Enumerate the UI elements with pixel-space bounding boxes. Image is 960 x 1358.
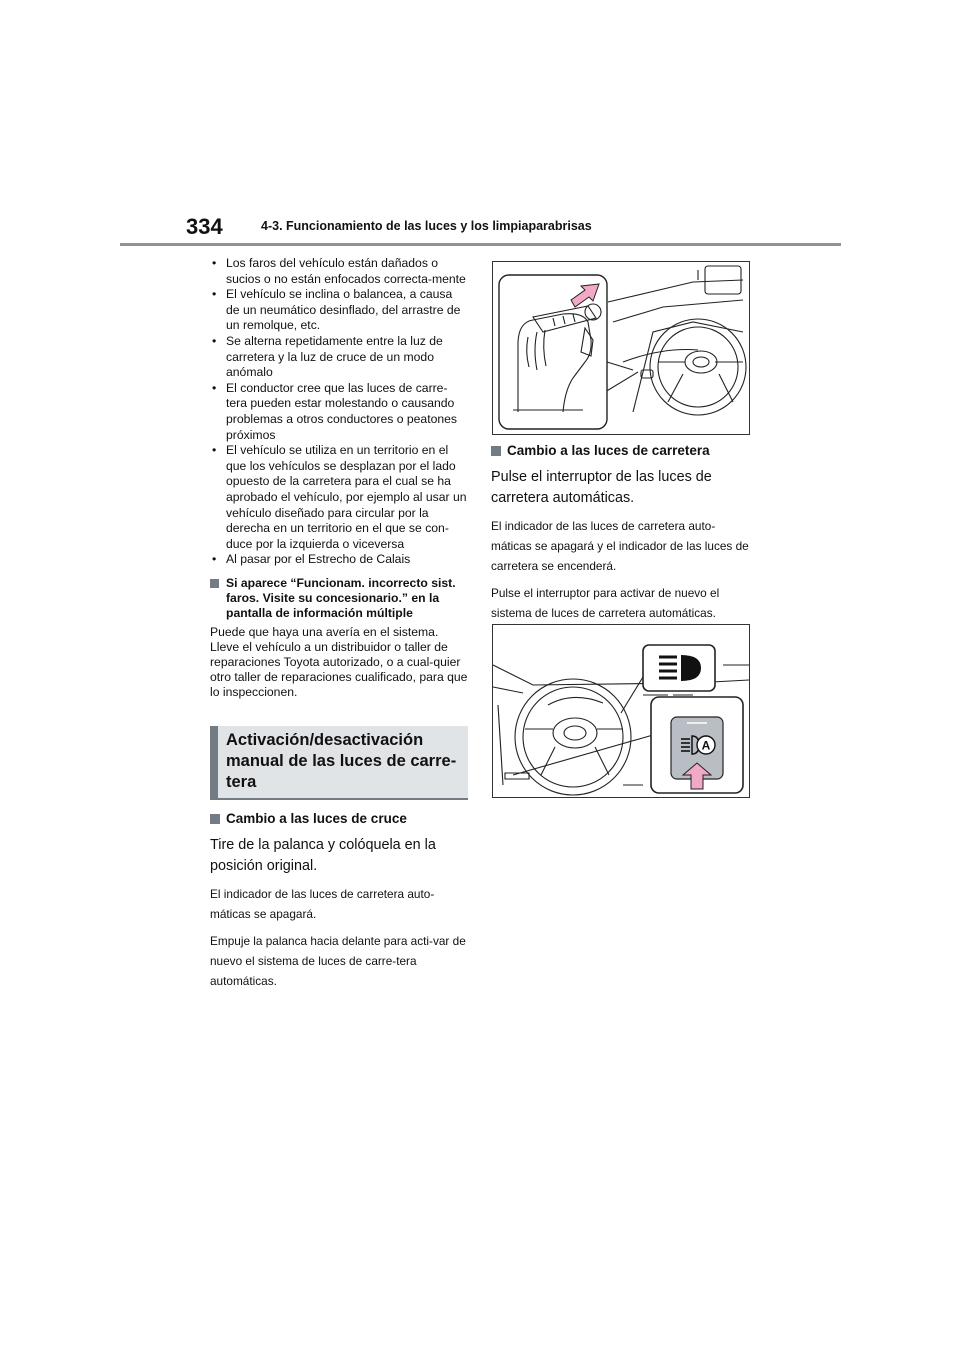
high-beam-heading (491, 442, 749, 460)
list-item: • El vehículo se utiliza en un territorio en el que los vehículos se desplazan por el lado opuesto de la carretera para el cual se ha aprobado el vehículo, por ejemplo al usar un vehículo diseñado para circular por la derecha en un territorio en el que se con-duce por la izquierda o viceversa (210, 443, 468, 552)
list-item: • Los faros del vehículo están dañados o sucios o no están enfocados correcta-mente (210, 256, 468, 287)
high-beam-heading-text: Cambio a las luces de carretera (507, 443, 710, 458)
section-heading-box (210, 726, 468, 800)
low-beam-note: Empuje la palanca hacia delante para acti-var de nuevo el sistema de luces de carre-tera automáticas. (210, 933, 466, 988)
condition-list (210, 256, 468, 568)
malfunction-heading (210, 576, 468, 621)
low-beam-instruction: Tire de la palanca y colóquela en la posición original. (210, 836, 436, 874)
square-bullet-icon (210, 579, 219, 588)
left-column (210, 256, 468, 991)
page-number: 334 (186, 214, 223, 239)
square-bullet-icon (210, 814, 220, 824)
high-beam-note: Pulse el interruptor para activar de nuevo el sistema de luces de carretera automáticas. (491, 586, 720, 620)
high-beam-note: El indicador de las luces de carretera auto-máticas se apagará y el indicador de las luces de carretera se encenderá. (491, 519, 749, 573)
low-beam-note: El indicador de las luces de carretera auto-máticas se apagará. (210, 886, 435, 921)
square-bullet-icon (491, 446, 501, 456)
malfunction-heading-text: Si aparece “Funcionam. incorrecto sist. faros. Visite su concesionario.” en la pantalla de información múltiple (226, 575, 456, 620)
list-item: • El conductor cree que las luces de carre-tera pueden estar molestando o causando problemas a otros conductores o peatones próximos (210, 381, 468, 443)
lever-illustration (492, 261, 750, 435)
section-title: 4-3. Funcionamiento de las luces y los limpiaparabrisas (261, 219, 592, 233)
high-beam-instruction: Pulse el interruptor de las luces de carretera automáticas. (491, 469, 712, 506)
section-heading: Activación/desactivación manual de las luces de carre-tera (226, 730, 457, 791)
low-beam-heading-text: Cambio a las luces de cruce (226, 810, 407, 826)
right-column (491, 442, 749, 623)
list-item: • Al pasar por el Estrecho de Calais (210, 552, 468, 568)
list-item: • El vehículo se inclina o balancea, a causa de un neumático desinflado, del arrastre de un remolque, etc. (210, 287, 468, 334)
low-beam-heading (210, 810, 468, 828)
list-item: • Se alterna repetidamente entre la luz de carretera y la luz de cruce de un modo anómalo (210, 334, 468, 381)
switch-illustration (492, 624, 750, 798)
switch-badge-letter: A (701, 738, 711, 753)
malfunction-body: Puede que haya una avería en el sistema. Lleve el vehículo a un distribuidor o taller de reparaciones Toyota autorizado, o a cual-quier otro taller de reparaciones cualificado, para que lo inspeccionen. (210, 624, 468, 699)
header-divider (120, 243, 841, 246)
